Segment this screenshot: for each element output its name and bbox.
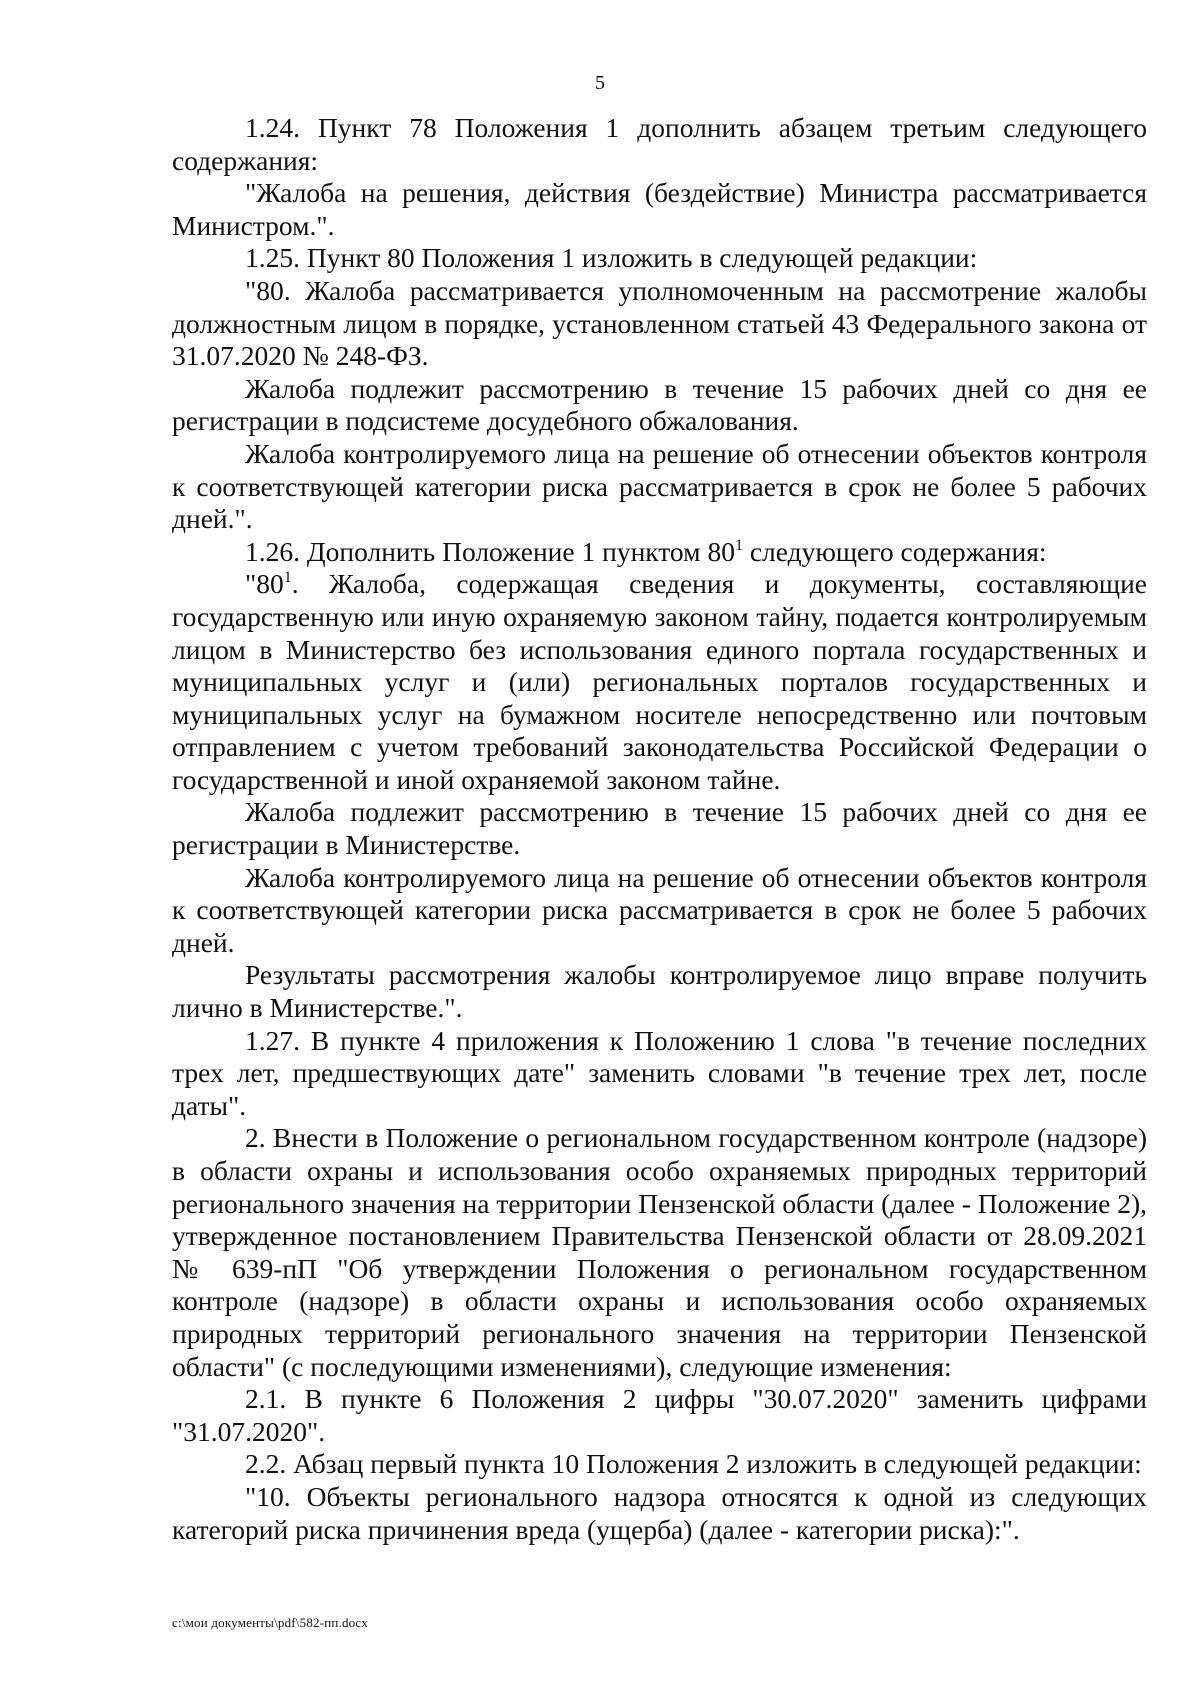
superscript: 1 <box>734 536 743 554</box>
paragraph-review-results: Результаты рассмотрения жалобы контролируемое лицо вправе получить лично в Министерстве.". <box>172 959 1147 1024</box>
document-body <box>172 112 1147 1546</box>
paragraph-1-26-text-end: следующего содержания: <box>742 535 1047 567</box>
paragraph-1-26-text: 1.26. Дополнить Положение 1 пунктом 80 <box>245 535 735 567</box>
paragraph-risk-category-term: Жалоба контролируемого лица на решение об отнесении объектов контроля к соответствующей категории риска рассматривается в срок не более 5 рабочих дней.". <box>172 437 1147 535</box>
paragraph-point-80: "80. Жалоба рассматривается уполномоченным на рассмотрение жалобы должностным лицом в порядке, установленном статьей 43 Федерального закона от 31.07.2020 № 248-ФЗ. <box>172 274 1147 372</box>
paragraph-review-term-ministry: Жалоба подлежит рассмотрению в течение 15 рабочих дней со дня ее регистрации в Министерстве. <box>172 796 1147 861</box>
paragraph-1-25: 1.25. Пункт 80 Положения 1 изложить в следующей редакции: <box>245 242 978 274</box>
paragraph-2: 2. Внести в Положение о региональном государственном контроле (надзоре) в области охраны и использования особо охраняемых природных территорий регионального значения на территории Пензенской области (далее - Положение 2), утвержденное постановлением Правительства Пензенской области от 28.09.2021 № 639-пП "Об утверждении Положения о региональном государственном контроле (надзоре) в области охраны и использования особо охраняемых природных территорий регионального значения на территории Пензенской области" (с последующими изменениями), следующие изменения: <box>172 1122 1147 1382</box>
paragraph-complaint-minister: "Жалоба на решения, действия (бездействие) Министра рассматривается Министром.". <box>172 177 1147 241</box>
footer-file-path: c:\мои документы\pdf\582-пп.docx <box>172 1615 369 1630</box>
paragraph-review-term: Жалоба подлежит рассмотрению в течение 15 рабочих дней со дня ее регистрации в подсистеме досудебного обжалования. <box>172 372 1147 437</box>
paragraph-point-80-1 <box>172 568 1147 796</box>
paragraph-risk-category-term-2: Жалоба контролируемого лица на решение об отнесении объектов контроля к соответствующей категории риска рассматривается в срок не более 5 рабочих дней. <box>172 861 1147 958</box>
paragraph-1-24: 1.24. Пункт 78 Положения 1 дополнить абзацем третьим следующего содержания: <box>172 112 1147 176</box>
page-number: 5 <box>595 72 605 94</box>
paragraph-1-27: 1.27. В пункте 4 приложения к Положению 1 слова "в течение последних трех лет, предшествующих дате" заменить словами "в течение трех лет, после даты". <box>172 1024 1147 1121</box>
paragraph-point-80-1-text: . Жалоба, содержащая сведения и документы, составляющие государственную или иную охраняемую законом тайну, подается контролируемым лицом в Министерство без использования единого портала государственных и муниципальных услуг и (или) региональных порталов государственных и муниципальных услуг на бумажном носителе непосредственно или почтовым отправлением с учетом требований законодательства Российской Федерации о государственной и иной охраняемой законом тайне. <box>172 568 1147 795</box>
paragraph-point-80-1-start: "80 <box>245 568 284 600</box>
paragraph-point-10: "10. Объекты регионального надзора относятся к одной из следующих категорий риска причинения вреда (ущерба) (далее - категории риска):". <box>172 1480 1147 1545</box>
paragraph-1-26 <box>172 536 1147 569</box>
paragraph-2-1: 2.1. В пункте 6 Положения 2 цифры "30.07.2020" заменить цифрами "31.07.2020". <box>172 1383 1147 1447</box>
paragraph-2-2: 2.2. Абзац первый пункта 10 Положения 2 изложить в следующей редакции: <box>245 1448 1142 1480</box>
superscript: 1 <box>283 569 292 587</box>
